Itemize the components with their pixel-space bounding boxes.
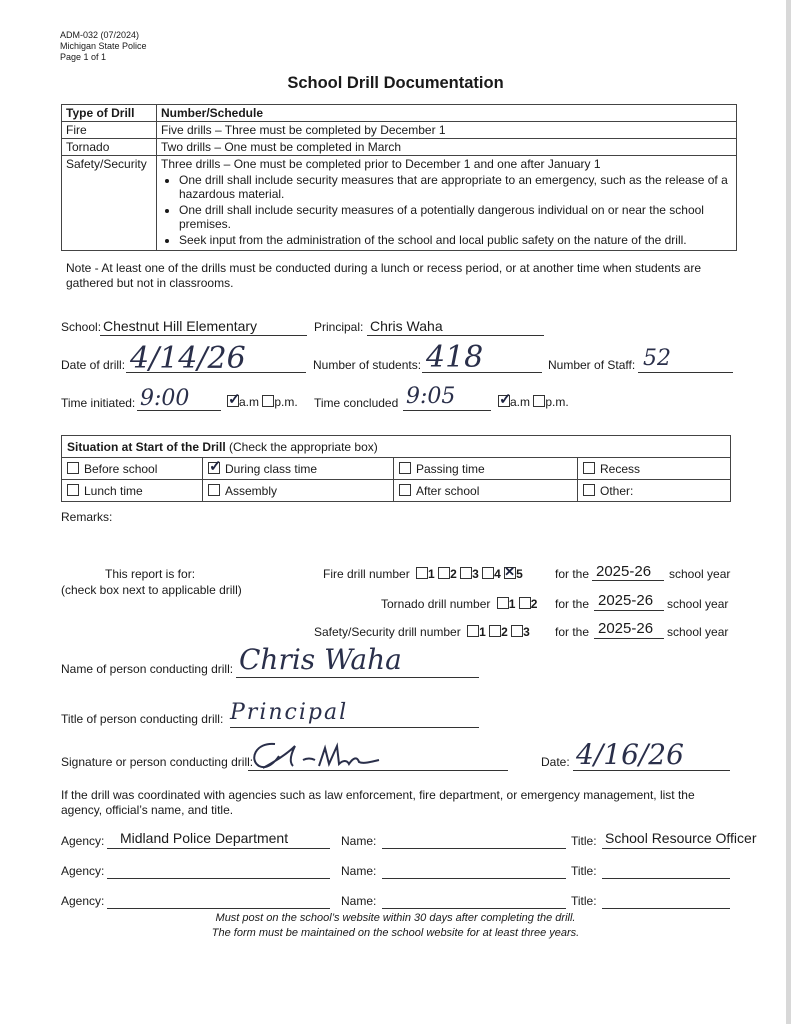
agency-label-2: Agency: <box>61 864 105 878</box>
report-for-label: This report is for: <box>105 567 196 581</box>
time-concluded-am-checkbox[interactable] <box>498 395 510 407</box>
time-concluded-line <box>403 410 491 411</box>
conductor-title-label: Title of person conducting drill: <box>61 712 224 726</box>
table-row-safety <box>62 156 737 251</box>
name-label-3: Name: <box>341 894 377 908</box>
time-concluded-label: Time concluded <box>314 396 399 410</box>
title-value-1[interactable]: School Resource Officer <box>605 830 757 846</box>
situation-row <box>62 480 731 502</box>
name-line-2[interactable] <box>382 878 566 879</box>
fire-drill-5-checkbox[interactable] <box>504 567 516 579</box>
drill-schedule-fire: Five drills – Three must be completed by December 1 <box>157 122 737 139</box>
agency-label-3: Agency: <box>61 894 105 908</box>
lunch-recess-note: Note - At least one of the drills must be conducted during a lunch or recess period, or at another time when students are gathered but not in classrooms. <box>66 261 702 290</box>
time-initiated-ampm: ✓ a.m p.m. <box>227 395 298 409</box>
table-row-tornado <box>62 139 737 156</box>
list-item: • One drill shall include security measures of a potentially dangerous individual on or near the school premises. <box>179 203 732 231</box>
situation-option[interactable]: Assembly <box>203 480 394 502</box>
time-concluded-ampm: ✓ a.m p.m. <box>498 395 569 409</box>
students-value[interactable]: 418 <box>426 340 484 375</box>
situation-option[interactable]: ✓ During class time <box>203 458 394 480</box>
situation-row <box>62 458 731 480</box>
title-line-2[interactable] <box>602 878 730 879</box>
column-header-type: Type of Drill <box>62 105 157 122</box>
footer-line-2: The form must be maintained on the school website for at least three years. <box>211 927 580 939</box>
drill-requirements-table <box>61 104 737 251</box>
fire-for-the: for the <box>555 567 590 581</box>
agency-line-2[interactable] <box>107 878 330 879</box>
school-label: School: <box>61 320 102 334</box>
situation-checkbox-before-school[interactable] <box>67 462 79 474</box>
situation-option[interactable]: Recess <box>578 458 731 480</box>
title-line-1 <box>602 848 730 849</box>
tornado-year-line <box>594 610 664 611</box>
fire-drill-4-checkbox[interactable] <box>482 567 494 579</box>
principal-line <box>367 335 544 336</box>
list-item: • Seek input from the administration of the school and local public safety on the nature of the drill. <box>179 233 732 247</box>
principal-label: Principal: <box>314 320 364 334</box>
situation-checkbox-after-school[interactable] <box>399 484 411 496</box>
fire-year-line <box>592 580 664 581</box>
fire-drill-3-checkbox[interactable] <box>460 567 472 579</box>
drill-type-fire: Fire <box>62 122 157 139</box>
fire-drill-1-checkbox[interactable] <box>416 567 428 579</box>
safety-drill-row: Safety/Security drill number 1 2 3 <box>314 625 530 639</box>
staff-line <box>638 372 733 373</box>
safety-drill-1-checkbox[interactable] <box>467 625 479 637</box>
time-initiated-am-checkbox[interactable] <box>227 395 239 407</box>
title-label-1: Title: <box>571 834 597 848</box>
agency-value-1[interactable]: Midland Police Department <box>120 830 289 846</box>
safety-for-the: for the <box>555 625 590 639</box>
signature-mark[interactable] <box>245 738 385 774</box>
fire-school-year-label: school year <box>669 567 731 581</box>
conductor-name-line <box>236 677 479 678</box>
students-line <box>422 372 542 373</box>
agency-line-3[interactable] <box>107 908 330 909</box>
name-label-2: Name: <box>341 864 377 878</box>
page-number: Page 1 of 1 <box>60 52 107 62</box>
agency-label-1: Agency: <box>61 834 105 848</box>
conductor-title-line <box>230 727 479 728</box>
scan-edge <box>786 0 791 1024</box>
title-label-3: Title: <box>571 894 597 908</box>
date-signed-line <box>573 770 730 771</box>
table-row-fire <box>62 122 737 139</box>
date-signed-label: Date: <box>541 755 570 769</box>
tornado-drill-1-checkbox[interactable] <box>497 597 509 609</box>
footer-line-1: Must post on the school’s website within 30 days after completing the drill. <box>215 912 576 924</box>
situation-option[interactable]: After school <box>394 480 578 502</box>
name-label-1: Name: <box>341 834 377 848</box>
name-line-3[interactable] <box>382 908 566 909</box>
safety-drill-3-checkbox[interactable] <box>511 625 523 637</box>
situation-option[interactable]: Passing time <box>394 458 578 480</box>
page-title: School Drill Documentation <box>287 74 504 92</box>
safety-schedule-text: Three drills – One must be completed prior to December 1 and one after January 1 <box>161 157 601 171</box>
time-initiated-pm-checkbox[interactable] <box>262 395 274 407</box>
time-initiated-value[interactable]: 9:00 <box>140 386 190 411</box>
title-line-3[interactable] <box>602 908 730 909</box>
title-label-2: Title: <box>571 864 597 878</box>
conductor-name-label: Name of person conducting drill: <box>61 662 234 676</box>
conductor-name-value[interactable]: Chris Waha <box>239 643 402 676</box>
date-of-drill-line <box>126 372 306 373</box>
coordination-note: If the drill was coordinated with agencies such as law enforcement, fire department, or emergency management, list the agency, official’s name, and title. <box>61 788 695 817</box>
tornado-school-year-label: school year <box>667 597 729 611</box>
situation-checkbox-other[interactable] <box>583 484 595 496</box>
time-concluded-value[interactable]: 9:05 <box>406 384 456 409</box>
form-id: ADM-032 (07/2024) <box>60 30 140 40</box>
tornado-for-the: for the <box>555 597 590 611</box>
issuing-agency: Michigan State Police <box>60 41 147 51</box>
date-signed-value[interactable]: 4/16/26 <box>576 738 684 771</box>
remarks-label: Remarks: <box>61 510 113 524</box>
situation-option[interactable]: Lunch time <box>62 480 203 502</box>
safety-requirements-list <box>161 173 732 247</box>
signature-line <box>248 770 508 771</box>
drill-type-safety: Safety/Security <box>62 156 157 251</box>
school-line <box>100 335 307 336</box>
safety-year-line <box>594 638 664 639</box>
fire-drill-row: Fire drill number 1 2 3 4 ✕ 5 <box>323 567 523 581</box>
principal-value[interactable]: Chris Waha <box>370 318 443 334</box>
time-initiated-line <box>137 410 221 411</box>
signature-label: Signature or person conducting drill: <box>61 755 254 769</box>
form-header <box>60 30 147 63</box>
drill-schedule-tornado: Two drills – One must be completed in March <box>157 139 737 156</box>
students-label: Number of students: <box>313 358 422 372</box>
time-concluded-pm-checkbox[interactable] <box>533 395 545 407</box>
tornado-drill-row: Tornado drill number 1 2 <box>381 597 538 611</box>
situation-option[interactable]: Before school <box>62 458 203 480</box>
table-header-row <box>62 105 737 122</box>
drill-schedule-safety <box>157 156 737 251</box>
situation-checkbox-recess[interactable] <box>583 462 595 474</box>
tornado-drill-2-checkbox[interactable] <box>519 597 531 609</box>
situation-checkbox-assembly[interactable] <box>208 484 220 496</box>
situation-checkbox-passing-time[interactable] <box>399 462 411 474</box>
staff-value[interactable]: 52 <box>643 346 671 371</box>
situation-table <box>61 435 731 502</box>
date-of-drill-label: Date of drill: <box>61 358 126 372</box>
drill-type-tornado: Tornado <box>62 139 157 156</box>
safety-drill-2-checkbox[interactable] <box>489 625 501 637</box>
column-header-schedule: Number/Schedule <box>157 105 737 122</box>
name-line-1[interactable] <box>382 848 566 849</box>
safety-school-year-label: school year <box>667 625 729 639</box>
list-item: • One drill shall include security measures that are appropriate to an emergency, such as the release of a hazardous material. <box>179 173 732 201</box>
situation-checkbox-lunch-time[interactable] <box>67 484 79 496</box>
school-value[interactable]: Chestnut Hill Elementary <box>103 318 258 334</box>
safety-school-year-value[interactable]: 2025-26 <box>598 620 654 637</box>
date-of-drill-value[interactable]: 4/14/26 <box>130 341 246 376</box>
fire-school-year-value[interactable]: 2025-26 <box>596 563 652 580</box>
agency-line-1 <box>107 848 330 849</box>
situation-title: Situation at Start of the Drill (Check the appropriate box) <box>62 436 731 458</box>
time-initiated-label: Time initiated: <box>61 396 136 410</box>
fire-drill-2-checkbox[interactable] <box>438 567 450 579</box>
tornado-school-year-value[interactable]: 2025-26 <box>598 592 654 609</box>
situation-checkbox-during-class[interactable] <box>208 462 220 474</box>
conductor-title-value[interactable]: Principal <box>230 700 349 725</box>
report-for-instruction: (check box next to applicable drill) <box>61 583 242 597</box>
situation-option[interactable]: Other: <box>578 480 731 502</box>
staff-label: Number of Staff: <box>548 358 636 372</box>
situation-header-row <box>62 436 731 458</box>
